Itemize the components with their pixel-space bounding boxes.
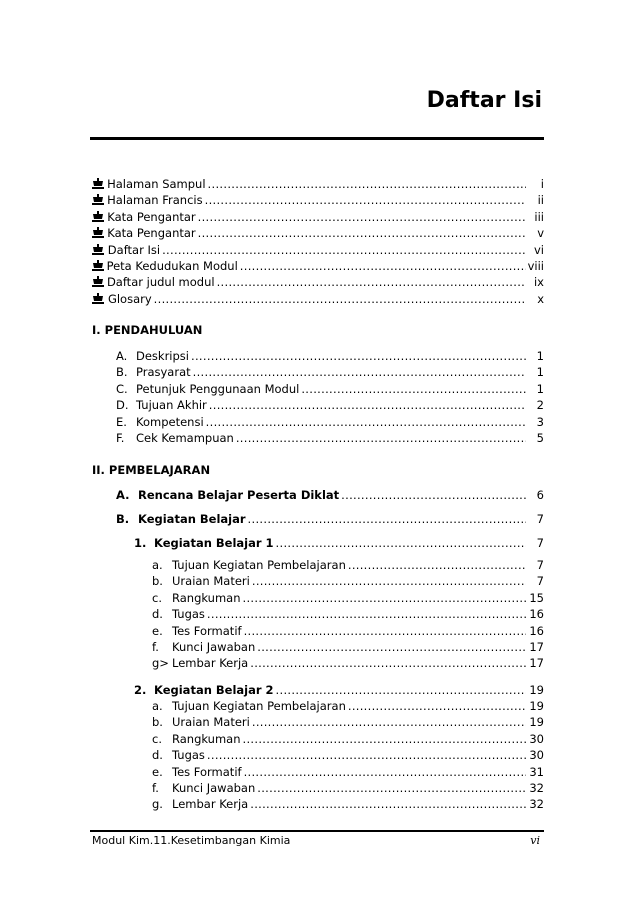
- dot-leader: [257, 780, 526, 796]
- toc-entry-page: 7: [536, 558, 544, 572]
- dot-leader: [191, 348, 526, 364]
- dot-leader: [248, 511, 526, 527]
- toc-entry: [116, 348, 544, 364]
- toc-entry-marker: A.: [116, 349, 128, 363]
- front-matter-entry: [92, 291, 544, 307]
- toc-entry-marker: B.: [116, 512, 130, 526]
- section-heading-pendahuluan: I. PENDAHULUAN: [92, 323, 203, 337]
- dot-leader: [206, 414, 526, 430]
- dot-leader: [276, 682, 526, 698]
- dot-leader: [198, 225, 526, 241]
- toc-entry-label: Uraian Materi: [172, 574, 250, 589]
- toc-entry: [116, 381, 544, 397]
- toc-entry-marker: c.: [152, 731, 162, 746]
- dot-leader: [250, 655, 526, 671]
- dot-leader: [208, 176, 526, 192]
- toc-entry: [152, 731, 544, 747]
- toc-entry-page: 16: [529, 623, 544, 638]
- toc-entry-label: Prasyarat: [136, 365, 191, 380]
- dot-leader: [207, 606, 526, 622]
- dot-leader: [252, 573, 526, 589]
- dot-leader: [348, 557, 526, 573]
- dot-leader: [244, 623, 526, 639]
- toc-entry-marker: F.: [116, 431, 125, 445]
- toc-entry-label: Rangkuman: [172, 731, 241, 746]
- toc-entry: [152, 557, 544, 573]
- dot-leader: [205, 192, 526, 208]
- toc-entry-label: Peta Kedudukan Modul: [106, 259, 238, 273]
- footer-page-number: vi: [530, 834, 540, 847]
- toc-entry-page: 15: [529, 590, 544, 605]
- dot-leader: [209, 397, 526, 413]
- toc-entry-page: 32: [529, 781, 544, 795]
- toc-entry-page: i: [540, 177, 544, 191]
- toc-entry-page: 17: [529, 656, 544, 671]
- dot-leader: [236, 430, 526, 446]
- toc-entry-marker: E.: [116, 414, 127, 429]
- dot-leader: [193, 364, 526, 380]
- toc-entry-label: Lembar Kerja: [172, 797, 249, 812]
- toc-entry-label: Daftar Isi: [107, 242, 161, 257]
- toc-entry-page: 32: [529, 797, 544, 812]
- toc-entry-marker: b.: [152, 715, 163, 730]
- toc-entry-label: Kegiatan Belajar: [138, 512, 246, 526]
- toc-entry-label: Uraian Materi: [172, 715, 250, 730]
- toc-entry-page: 1: [536, 365, 544, 380]
- toc-entry-page: 31: [529, 764, 544, 779]
- toc-entry-label: Kegiatan Belajar 2: [154, 683, 274, 697]
- dot-leader: [257, 639, 526, 655]
- dot-leader: [207, 747, 526, 763]
- front-matter-entry: [92, 176, 544, 192]
- toc-entry-page: ix: [533, 275, 544, 290]
- section-heading-pembelajaran: II. PEMBELAJARAN: [92, 463, 211, 477]
- toc-entry-marker: f.: [152, 781, 159, 795]
- toc-entry-label: Petunjuk Penggunaan Modul: [136, 381, 300, 396]
- toc-entry: [116, 430, 544, 446]
- kegiatan-belajar-entry: [134, 535, 544, 551]
- dot-leader: [276, 535, 526, 551]
- toc-entry-label: Tugas: [172, 607, 205, 622]
- front-matter-entry: [92, 225, 544, 241]
- dot-leader: [198, 209, 526, 225]
- toc-entry-label: Tujuan Kegiatan Pembelajaran: [172, 558, 346, 572]
- title-divider: [90, 137, 544, 140]
- toc-entry: [116, 414, 544, 430]
- toc-entry-marker: b.: [152, 574, 163, 589]
- footer-module-name: Modul Kim.11.Kesetimbangan Kimia: [92, 834, 291, 847]
- toc-entry-label: Kunci Jawaban: [172, 781, 256, 795]
- dot-leader: [154, 291, 526, 307]
- cup-bullet-icon: [92, 192, 97, 204]
- dot-leader: [243, 590, 526, 606]
- toc-entry-label: Kompetensi: [136, 414, 204, 429]
- toc-entry: [152, 573, 544, 589]
- cup-bullet-icon: [92, 274, 97, 286]
- toc-entry-page: 19: [529, 715, 544, 730]
- toc-entry-page: 30: [529, 731, 544, 746]
- toc-entry: [152, 655, 544, 671]
- toc-entry-page: 19: [529, 699, 544, 713]
- toc-entry: [152, 747, 544, 763]
- toc-entry-marker: a.: [152, 558, 163, 572]
- toc-entry: [152, 714, 544, 730]
- toc-entry-page: 2: [536, 398, 544, 413]
- toc-entry-marker: d.: [152, 748, 163, 763]
- toc-entry-page: viii: [527, 259, 544, 273]
- toc-entry-label: Glosary: [107, 291, 152, 306]
- toc-entry: [116, 364, 544, 380]
- cup-bullet-icon: [92, 209, 97, 221]
- toc-entry-marker: 2.: [134, 683, 147, 697]
- toc-entry-page: iii: [534, 209, 544, 224]
- toc-entry-label: Tes Formatif: [172, 764, 242, 779]
- toc-entry-page: 7: [536, 574, 544, 589]
- dot-leader: [217, 274, 526, 290]
- toc-entry: [152, 590, 544, 606]
- toc-entry-marker: e.: [152, 764, 163, 779]
- toc-entry-label: Deskripsi: [136, 349, 189, 363]
- dot-leader: [162, 242, 526, 258]
- toc-entry-marker: 1.: [134, 536, 147, 550]
- front-matter-entry: [92, 192, 544, 208]
- toc-entry-label: Rencana Belajar Peserta Diklat: [138, 488, 340, 502]
- toc-entry-label: Kata Pengantar: [107, 226, 196, 241]
- cup-bullet-icon: [92, 225, 97, 237]
- toc-entry-label: Halaman Francis: [107, 193, 203, 208]
- toc-entry-label: Kunci Jawaban: [172, 640, 256, 654]
- toc-entry-marker: D.: [116, 398, 129, 413]
- toc-entry-label: Kegiatan Belajar 1: [154, 536, 274, 550]
- page-title: Daftar Isi: [426, 88, 542, 113]
- toc-entry-page: 17: [529, 640, 544, 654]
- toc-entry-page: 7: [536, 536, 544, 550]
- toc-entry: [152, 606, 544, 622]
- dot-leader: [243, 731, 526, 747]
- cup-bullet-icon: [92, 258, 97, 270]
- toc-entry-page: 1: [536, 381, 544, 396]
- toc-entry-label: Halaman Sampul: [107, 177, 206, 191]
- front-matter-entry: [92, 242, 544, 258]
- toc-entry-label: Daftar judul modul: [106, 275, 215, 290]
- cup-bullet-icon: [92, 176, 97, 188]
- toc-entry-marker: c.: [152, 590, 162, 605]
- toc-entry-marker: e.: [152, 623, 163, 638]
- dot-leader: [348, 698, 526, 714]
- toc-entry-marker: C.: [116, 381, 128, 396]
- cup-bullet-icon: [92, 242, 98, 254]
- dot-leader: [341, 487, 526, 503]
- toc-entry-page: ii: [537, 193, 544, 208]
- toc-entry: [152, 780, 544, 796]
- kegiatan-belajar-entry: [134, 682, 544, 698]
- toc-entry-marker: A.: [116, 488, 130, 502]
- toc-entry-page: 16: [529, 607, 544, 622]
- toc-entry-page: 7: [536, 512, 544, 526]
- toc-entry-marker: B.: [116, 365, 128, 380]
- front-matter-entry: [92, 209, 544, 225]
- dot-leader: [240, 258, 526, 274]
- toc-entry-marker: g>: [152, 656, 169, 671]
- toc-entry-label: Tes Formatif: [172, 623, 242, 638]
- toc-entry-page: 19: [529, 683, 544, 697]
- toc-entry-label: Cek Kemampuan: [136, 431, 234, 445]
- toc-entry-label: Tugas: [172, 748, 205, 763]
- cup-bullet-icon: [92, 291, 98, 303]
- dot-leader: [252, 714, 526, 730]
- toc-entry-page: 3: [536, 414, 544, 429]
- toc-entry-marker: g.: [152, 797, 163, 812]
- toc-entry-label: Rangkuman: [172, 590, 241, 605]
- toc-entry-page: 1: [536, 349, 544, 363]
- front-matter-entry: [92, 274, 544, 290]
- toc-entry-page: 5: [536, 431, 544, 445]
- toc-entry-label: Tujuan Kegiatan Pembelajaran: [172, 699, 346, 713]
- toc-entry-label: Kata Pengantar: [107, 209, 196, 224]
- toc-entry-label: Tujuan Akhir: [136, 398, 207, 413]
- dot-leader: [244, 764, 526, 780]
- dot-leader: [250, 796, 526, 812]
- toc-entry: [152, 639, 544, 655]
- toc-entry: [152, 796, 544, 812]
- front-matter-entry: [92, 258, 544, 274]
- toc-entry-page: v: [537, 226, 544, 241]
- toc-entry-marker: a.: [152, 699, 163, 713]
- toc-subsection-entry: [116, 487, 544, 503]
- toc-entry-page: x: [537, 291, 544, 306]
- footer-divider: [90, 830, 544, 832]
- toc-entry: [152, 764, 544, 780]
- toc-entry-page: vi: [533, 242, 544, 257]
- toc-entry-page: 30: [529, 748, 544, 763]
- toc-entry: [152, 698, 544, 714]
- toc-entry: [116, 397, 544, 413]
- toc-entry: [152, 623, 544, 639]
- toc-entry-page: 6: [536, 488, 544, 502]
- toc-entry-marker: d.: [152, 607, 163, 622]
- toc-subsection-entry: [116, 511, 544, 527]
- toc-entry-marker: f.: [152, 640, 159, 654]
- toc-entry-label: Lembar Kerja: [172, 656, 249, 671]
- dot-leader: [301, 381, 526, 397]
